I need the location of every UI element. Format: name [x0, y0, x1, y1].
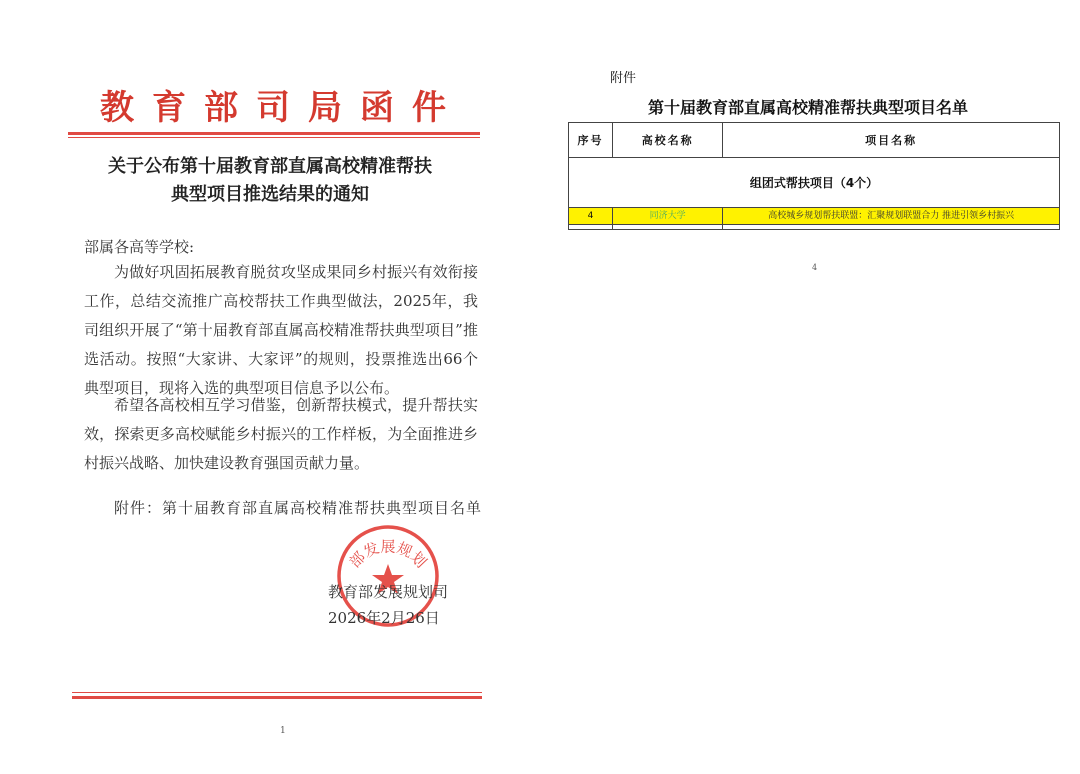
- row-school-name: 同济大学: [613, 208, 722, 224]
- row-project-name: 高校城乡规划帮扶联盟：汇聚规划联盟合力 推进引领乡村振兴: [723, 208, 1059, 224]
- attachment-reference: 附件：第十届教育部直属高校精准帮扶典型项目名单: [114, 499, 483, 517]
- table-row: [569, 208, 1060, 225]
- list-title: 第十届教育部直属高校精准帮扶典型项目名单: [648, 98, 969, 117]
- salutation: 部属各高等学校:: [84, 238, 195, 256]
- column-header-project: 项目名称: [723, 123, 1060, 158]
- column-header-index: 序号: [569, 123, 613, 158]
- issue-date: 2026年2月26日: [328, 609, 440, 627]
- letterhead-rule-thin: [68, 137, 480, 138]
- letterhead-title: 教育部司局函件: [100, 88, 464, 128]
- notice-title: [70, 153, 470, 209]
- body-paragraph-1: 为做好巩固拓展教育脱贫攻坚成果同乡村振兴有效衔接工作，总结交流推广高校帮扶工作典型做法，2025年，我司组织开展了“第十届教育部直属高校精准帮扶典型项目”推选活动。按照“大家讲、大家评”的规则，投票推选出66个典型项目，现将入选的典型项目信息予以公布。: [84, 263, 478, 397]
- project-list-table: [568, 122, 1060, 230]
- seal-arc-text: 部发展规划: [345, 537, 431, 572]
- footer-rule-thin: [72, 692, 482, 693]
- body-paragraph-2: 希望各高校相互学习借鉴，创新帮扶模式，提升帮扶实效，探索更多高校赋能乡村振兴的工作样板，为全面推进乡村振兴战略、加快建设教育强国贡献力量。: [84, 396, 478, 472]
- notice-title-line-1: 关于公布第十届教育部直属高校精准帮扶: [108, 156, 432, 177]
- attachment-label: 附件: [610, 71, 637, 86]
- page-number: 4: [812, 263, 818, 272]
- group-row: [569, 158, 1060, 208]
- attachment-page: [540, 0, 1080, 774]
- group-label: 组团式帮扶项目（4个）: [569, 158, 1060, 208]
- table-header-row: [569, 123, 1060, 158]
- notice-title-line-2: 典型项目推选结果的通知: [171, 184, 369, 205]
- column-header-school: 高校名称: [613, 123, 723, 158]
- letterhead-rule-thick: [68, 132, 480, 135]
- table-row-continuation: [569, 225, 1060, 230]
- row-index: 4: [569, 208, 612, 224]
- footer-rule-thick: [72, 696, 482, 699]
- issuer-name: 教育部发展规划司: [328, 583, 449, 601]
- page-number: 1: [280, 726, 286, 736]
